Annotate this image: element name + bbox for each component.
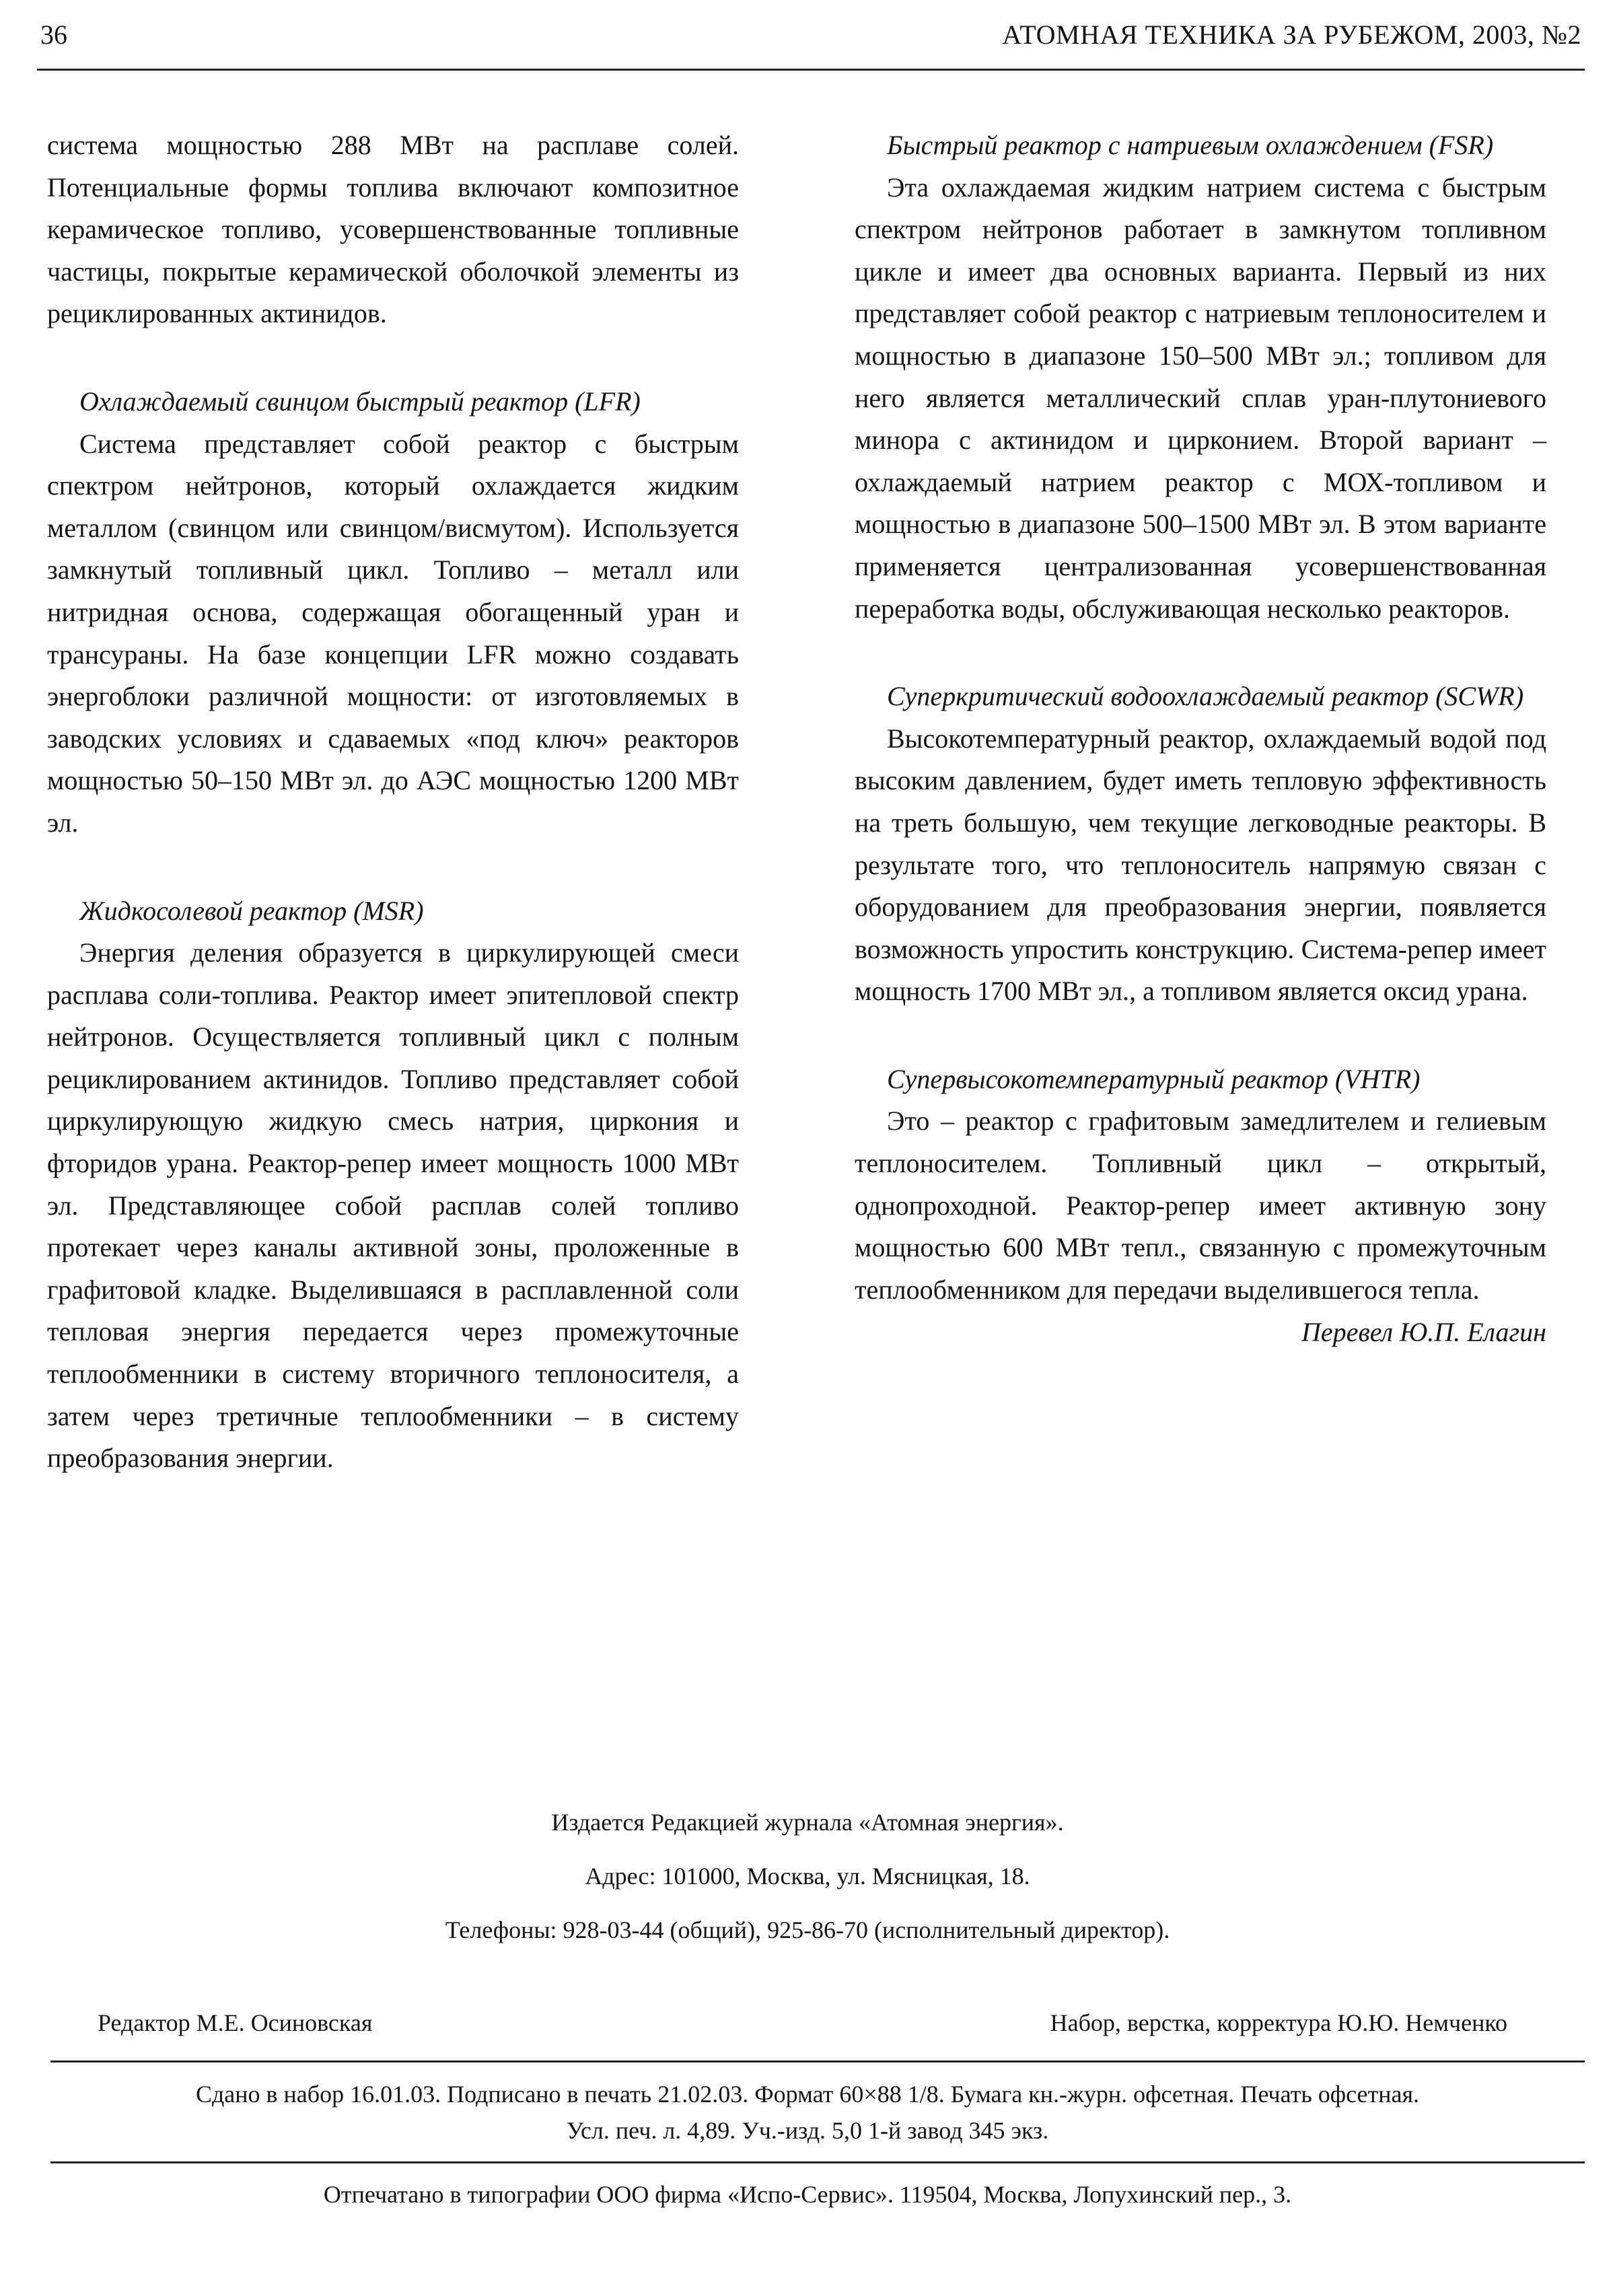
print-details [0,2076,1615,2149]
imprint-address: Адрес: 101000, Москва, ул. Мясницкая, 18. [585,1863,1030,1890]
imprint-phones: Телефоны: 928-03-44 (общий), 925-86-70 (исполнительный директор). [445,1916,1170,1943]
printer-info: Отпечатано в типографии ООО фирма «Испо-Сервис». 119504, Москва, Лопухинский пер., 3. [323,2181,1292,2208]
left-column [47,124,739,1480]
page-number: 36 [40,20,67,50]
vhtr-heading: Супервысокотемпературный реактор (VHTR) [887,1063,1421,1094]
lfr-heading: Охлаждаемый свинцом быстрый реактор (LFR) [79,386,641,417]
intro-paragraph: система мощностью 288 МВт на расплаве солей. Потенциальные формы топлива включают композитное керамическое топливо, усовершенствованные топливные частицы, покрытые керамической оболочкой элементы из рециклированных актинидов. [47,130,739,329]
sfr-paragraph: Эта охлаждаемая жидким натрием система с быстрым спектром нейтронов работает в замкнутом топливном цикле и имеет два основных варианта. Первый из них представляет собой реактор с натриевым теплоносителем и мощностью в диапазоне 150–500 МВт эл.; топливом для него является металлический сплав уран-плутониевого минора с актинидом и цирконием. Второй вариант – охлаждаемый натрием реактор с МОХ-топливом и мощностью в диапазоне 500–1500 МВт эл. В этом варианте применяется централизованная усовершенствованная переработка воды, обслуживающая несколько реакторов. [855,172,1546,624]
print-details-line-2: Усл. печ. л. 4,89. Уч.-изд. 5,0 1-й завод 345 экз. [566,2117,1049,2144]
print-details-line-1: Сдано в набор 16.01.03. Подписано в печать 21.02.03. Формат 60×88 1/8. Бумага кн.-журн. офсетная. Печать офсетная. [195,2081,1420,2108]
running-header-journal-title: АТОМНАЯ ТЕХНИКА ЗА РУБЕЖОМ, 2003, №2 [1002,20,1581,50]
header-divider [37,69,1585,71]
translator-credit: Перевел Ю.П. Елагин [1301,1317,1546,1348]
msr-heading: Жидкосолевой реактор (MSR) [79,895,424,926]
scwr-paragraph: Высокотемпературный реактор, охлаждаемый водой под высоким давлением, будет иметь тепловую эффективность на треть большую, чем текущие легководные реакторы. В результате того, что теплоноситель напрямую связан с оборудованием для преобразования энергии, появляется возможность упростить конструкцию. Система-репер имеет мощность 1700 МВт эл., а топливом является оксид урана. [855,723,1546,1007]
imprint-editor: Редактор М.Е. Осиновская [98,2009,373,2036]
imprint-typesetting: Набор, верстка, корректура Ю.Ю. Немченко [1050,2009,1507,2036]
imprint-divider-top [50,2060,1585,2062]
vhtr-paragraph: Это – реактор с графитовым замедлителем и гелиевым теплоносителем. Топливный цикл – открытый, однопроходной. Реактор-репер имеет активную зону мощностью 600 МВт тепл., связанную с промежуточным теплообменником для передачи выделившегося тепла. [855,1106,1546,1305]
imprint-publisher: Издается Редакцией журнала «Атомная энергия». [551,1809,1064,1836]
imprint-block [0,1810,1615,1942]
sfr-heading: Быстрый реактор с натриевым охлаждением (FSR) [887,130,1494,160]
msr-paragraph: Энергия деления образуется в циркулирующей смеси расплава соли-топлива. Реактор имеет эпитепловой спектр нейтронов. Осуществляется топливный цикл с полным рециклированием актинидов. Топливо представляет собой циркулирующую жидкую смесь натрия, циркония и фторидов урана. Реактор-репер имеет мощность 1000 МВт эл. Представляющее собой расплав солей топливо протекает через каналы активной зоны, проложенные в графитовой кладке. Выделившаяся в расплавленной соли тепловая энергия передается через промежуточные теплообменники в систему вторичного теплоносителя, а затем через третичные теплообменники – в систему преобразования энергии. [47,937,739,1474]
lfr-paragraph: Система представляет собой реактор с быстрым спектром нейтронов, который охлаждается жидким металлом (свинцом или свинцом/висмутом). Используется замкнутый топливный цикл. Топливо – металл или нитридная основа, содержащая обогащенный уран и трансураны. На базе концепции LFR можно создавать энергоблоки различной мощности: от изготовляемых в заводских условиях и сдаваемых «под ключ» реакторов мощностью 50–150 МВт эл. до АЭС мощностью 1200 МВт эл. [47,428,739,838]
imprint-divider-bottom [50,2161,1585,2163]
right-column [855,124,1546,1348]
scwr-heading: Суперкритический водоохлаждаемый реактор (SCWR) [887,681,1524,712]
